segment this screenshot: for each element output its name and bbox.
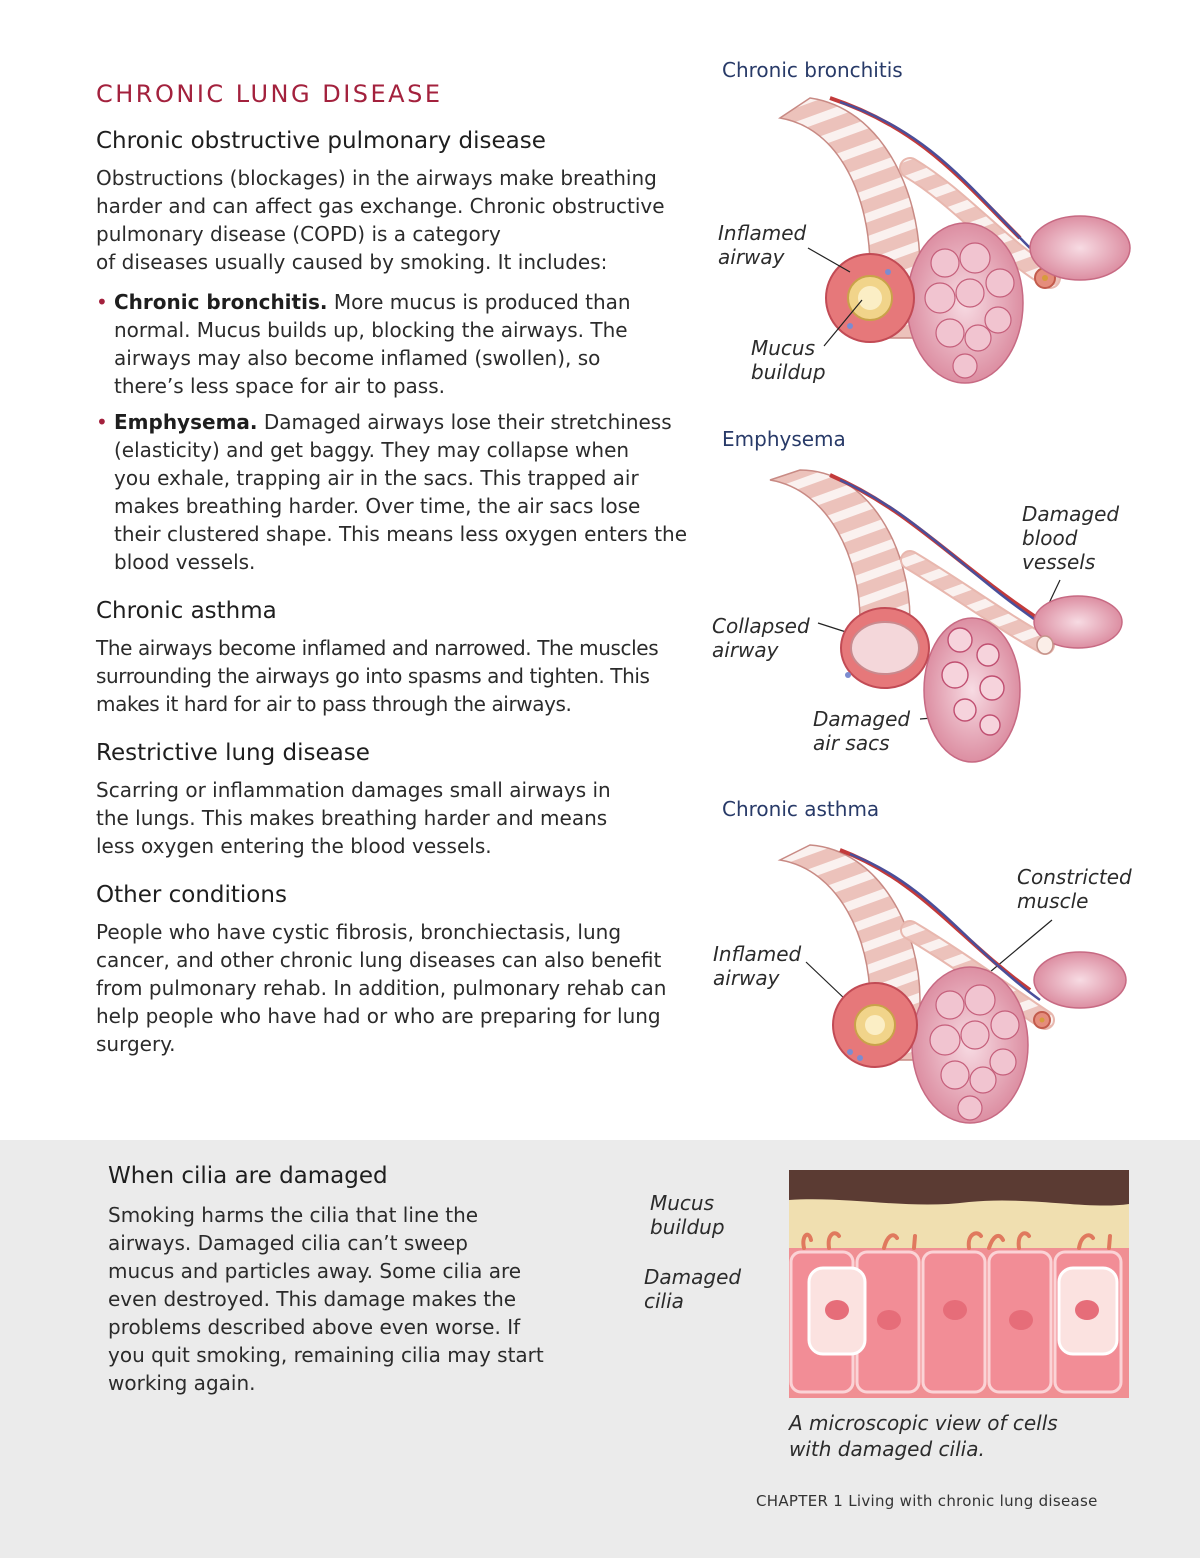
cilia-line: problems described above even worse. If [108, 1315, 521, 1339]
cilia-caption: A microscopic view of cells with damaged cilia. [789, 1411, 1058, 1461]
cilia-line: even destroyed. This damage makes the [108, 1287, 517, 1311]
label-asthma-inflamed-airway: Inflamed airway [713, 942, 802, 990]
figure-title-emphysema: Emphysema [722, 427, 846, 451]
other-line: surgery. [96, 1032, 176, 1056]
asthma-heading: Chronic asthma [96, 598, 277, 624]
footer-title: Living with chronic lung disease [843, 1492, 1098, 1510]
asthma-line: makes it hard for air to pass through the airways. [96, 692, 572, 716]
cilia-line: Smoking harms the cilia that line the [108, 1203, 479, 1227]
other-line: from pulmonary rehab. In addition, pulmonary rehab can [96, 976, 667, 1000]
restrictive-line: Scarring or inflammation damages small airways in [96, 778, 611, 802]
label-bronchitis-inflamed-airway: Inflamed airway [718, 221, 807, 269]
copd-intro-line: of diseases usually caused by smoking. It includes: [96, 250, 608, 274]
figure-title-asthma: Chronic asthma [722, 797, 880, 821]
figure-title-bronchitis: Chronic bronchitis [722, 58, 903, 82]
copd-heading: Chronic obstructive pulmonary disease [96, 128, 546, 154]
cilia-line: you quit smoking, remaining cilia may start [108, 1343, 544, 1367]
label-asthma-constricted-muscle: Constricted muscle [1017, 865, 1132, 913]
label-emphysema-damaged-vessels: Damaged blood vessels [1022, 502, 1120, 574]
bullet-term: Chronic bronchitis. [114, 290, 328, 314]
other-line: People who have cystic fibrosis, bronchiectasis, lung [96, 920, 622, 944]
copd-intro-line: Obstructions (blockages) in the airways make breathing [96, 166, 657, 190]
bullet-line: airways may also become inflamed (swollen), so [114, 346, 601, 370]
asthma-line: The airways become inflamed and narrowed. The muscles [96, 636, 659, 660]
restrictive-heading: Restrictive lung disease [96, 740, 370, 766]
page-footer [756, 1492, 1098, 1510]
label-damaged-cilia: Damaged cilia [644, 1265, 742, 1313]
asthma-line: surrounding the airways go into spasms and tighten. This [96, 664, 650, 688]
cilia-heading: When cilia are damaged [108, 1163, 388, 1189]
bullet-line: normal. Mucus builds up, blocking the airways. The [114, 318, 628, 342]
section-label: CHRONIC LUNG DISEASE [96, 80, 443, 108]
cilia-line: mucus and particles away. Some cilia are [108, 1259, 522, 1283]
bullet-term: Emphysema. [114, 410, 258, 434]
label-emphysema-damaged-air-sacs: Damaged air sacs [813, 707, 911, 755]
cilia-line: airways. Damaged cilia can’t sweep [108, 1231, 468, 1255]
bullet-line: blood vessels. [114, 550, 256, 574]
other-line: help people who have had or who are preparing for lung [96, 1004, 661, 1028]
bullet-line: there’s less space for air to pass. [114, 374, 445, 398]
cilia-line: working again. [108, 1371, 256, 1395]
bullet-line: their clustered shape. This means less oxygen enters the [114, 522, 688, 546]
bullet-line: (elasticity) and get baggy. They may collapse when [114, 438, 630, 462]
restrictive-line: less oxygen entering the blood vessels. [96, 834, 492, 858]
copd-intro-line: pulmonary disease (COPD) is a category [96, 222, 501, 246]
bullet-line: More mucus is produced than [327, 290, 631, 314]
bullet-line: you exhale, trapping air in the sacs. This trapped air [114, 466, 639, 490]
footer-chapter: CHAPTER 1 [756, 1492, 844, 1510]
cilia-micrograph [789, 1170, 1129, 1398]
label-emphysema-collapsed-airway: Collapsed airway [712, 614, 810, 662]
bullet-dot: • [96, 290, 108, 314]
bullet-line: makes breathing harder. Over time, the air sacs lose [114, 494, 641, 518]
restrictive-line: the lungs. This makes breathing harder and means [96, 806, 608, 830]
other-heading: Other conditions [96, 882, 287, 908]
label-cilia-mucus-buildup: Mucus buildup [650, 1191, 725, 1239]
copd-intro-line: harder and can affect gas exchange. Chronic obstructive [96, 194, 665, 218]
label-bronchitis-mucus-buildup: Mucus buildup [751, 336, 826, 384]
bullet-line: Damaged airways lose their stretchiness [257, 410, 672, 434]
other-line: cancer, and other chronic lung diseases can also benefit [96, 948, 662, 972]
cilia-text [108, 1201, 544, 1397]
bullet-dot: • [96, 410, 108, 434]
